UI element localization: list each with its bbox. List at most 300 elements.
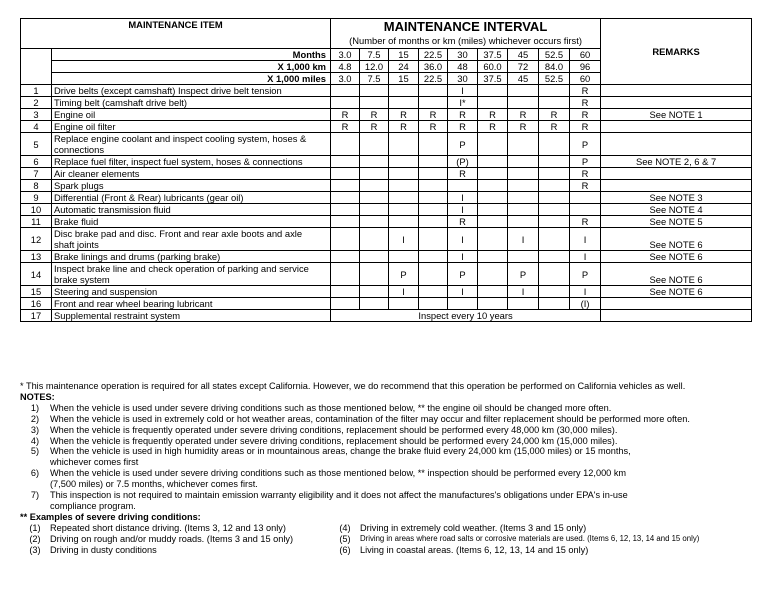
interval-mark: I (508, 286, 539, 298)
item-number: 11 (21, 216, 52, 228)
item-text: Replace engine coolant and inspect cooling system, hoses & (54, 133, 307, 144)
interval-mark (539, 216, 570, 228)
interval-mark (389, 180, 419, 192)
interval-mark: I (570, 286, 601, 298)
interval-mark (539, 286, 570, 298)
item-text: Air cleaner elements (54, 168, 140, 179)
note-text: When the vehicle is frequently operated under severe driving conditions, replacement should be performed every 48,000 km (30,000 miles). (50, 424, 618, 435)
table-row (21, 180, 752, 192)
interval-mark: R (478, 121, 508, 133)
maintenance-schedule-table (20, 18, 752, 322)
interval-mark (539, 251, 570, 263)
interval-mark (360, 204, 389, 216)
interval-mark (389, 251, 419, 263)
item-description (52, 97, 331, 109)
months-label: Months (52, 49, 331, 61)
example-item (20, 534, 330, 545)
note-number: 4) (30, 435, 40, 446)
item-text: Brake fluid (54, 216, 99, 227)
item-description (52, 263, 331, 286)
example-text: Driving in dusty conditions (50, 544, 157, 555)
interval-mark (478, 97, 508, 109)
remark-cell: See NOTE 4 (601, 204, 752, 216)
months-interval-cell: 7.5 (360, 49, 389, 61)
item-description (52, 298, 331, 310)
interval-title: MAINTENANCE INTERVAL (383, 19, 548, 34)
item-description (52, 168, 331, 180)
interval-mark: R (448, 168, 478, 180)
interval-mark (419, 180, 448, 192)
note-item (20, 501, 760, 512)
interval-mark (389, 298, 419, 310)
item-number: 5 (21, 133, 52, 156)
interval-mark (508, 251, 539, 263)
remark-cell (601, 121, 752, 133)
item-text-line2: connections (54, 144, 105, 155)
interval-mark (508, 216, 539, 228)
interval-mark: I (448, 286, 478, 298)
example-item (20, 545, 330, 556)
miles-interval-cell: 30 (448, 73, 478, 85)
km-interval-cell: 4.8 (331, 61, 360, 73)
interval-mark: P (389, 263, 419, 286)
example-item (330, 523, 760, 534)
interval-mark (419, 168, 448, 180)
miles-interval-cell: 22.5 (419, 73, 448, 85)
interval-mark (331, 263, 360, 286)
note-number: 2) (30, 413, 40, 424)
interval-mark (539, 228, 570, 251)
examples-title: ** Examples of severe driving conditions: (20, 511, 201, 522)
examples (20, 523, 760, 556)
interval-mark (539, 156, 570, 168)
example-text: Living in coastal areas. (Items 6, 12, 13, 14 and 15 only) (360, 544, 589, 555)
note-number (20, 479, 50, 490)
interval-mark (331, 286, 360, 298)
interval-mark (389, 204, 419, 216)
example-text: Driving on rough and/or muddy roads. (Items 3 and 15 only) (50, 533, 294, 544)
interval-mark (448, 180, 478, 192)
interval-mark (570, 204, 601, 216)
interval-mark (331, 85, 360, 97)
interval-mark (360, 168, 389, 180)
note-text: When the vehicle is used in high humidity areas or in mountainous areas, change the brake fluid every 24,000 km (15,000 miles) or 15 months, (50, 446, 631, 457)
interval-mark (508, 156, 539, 168)
item-text: Steering and suspension (54, 286, 158, 297)
note-text: (7,500 miles) or 7.5 months, whichever comes first. (50, 479, 258, 490)
miles-interval-cell: 60 (570, 73, 601, 85)
footnote: * This maintenance operation is required for all states except California. However, we do recommend that this operation be performed on California vehicles as well. (20, 381, 686, 391)
interval-mark (478, 298, 508, 310)
example-number: (4) (339, 522, 351, 533)
interval-span-text: Inspect every 10 years (331, 310, 601, 322)
note-text: When the vehicle is used in extremely cold or hot weather areas, contamination of the filter may occur and filter replacement should be performed more often. (50, 413, 690, 424)
table-row (21, 133, 752, 156)
item-number: 6 (21, 156, 52, 168)
miles-interval-cell: 3.0 (331, 73, 360, 85)
interval-mark: I (508, 228, 539, 251)
item-description (52, 85, 331, 97)
interval-mark (331, 180, 360, 192)
interval-mark (389, 133, 419, 156)
months-interval-cell: 45 (508, 49, 539, 61)
miles-interval-cell: 37.5 (478, 73, 508, 85)
note-item (20, 403, 760, 414)
item-text: Differential (Front & Rear) lubricants (gear oil) (54, 192, 244, 203)
remark-cell: See NOTE 1 (601, 109, 752, 121)
interval-mark (331, 192, 360, 204)
item-description (52, 228, 331, 251)
table-row (21, 251, 752, 263)
notes-title: NOTES: (20, 391, 55, 402)
table-row (21, 109, 752, 121)
item-description (52, 192, 331, 204)
interval-mark (419, 228, 448, 251)
interval-mark (389, 85, 419, 97)
interval-mark: I (448, 204, 478, 216)
interval-mark: R (448, 216, 478, 228)
remark-cell (601, 97, 752, 109)
interval-mark: R (331, 121, 360, 133)
interval-mark: R (539, 121, 570, 133)
interval-mark (448, 298, 478, 310)
interval-mark: I (389, 286, 419, 298)
remark-cell: See NOTE 6 (601, 251, 752, 263)
item-description (52, 109, 331, 121)
interval-mark (478, 263, 508, 286)
item-description (52, 156, 331, 168)
remark-cell: See NOTE 6 (601, 228, 752, 251)
table-row (21, 121, 752, 133)
table-row (21, 310, 752, 322)
item-text: Timing belt (camshaft drive belt) (54, 97, 188, 108)
table-row (21, 168, 752, 180)
item-text: Automatic transmission fluid (54, 204, 171, 215)
item-text: Spark plugs (54, 180, 104, 191)
item-number: 1 (21, 85, 52, 97)
remark-cell (601, 298, 752, 310)
interval-mark (360, 180, 389, 192)
item-text: Disc brake pad and disc. Front and rear axle boots and axle (54, 228, 303, 239)
interval-mark (389, 168, 419, 180)
interval-mark (478, 251, 508, 263)
interval-mark (539, 168, 570, 180)
months-interval-cell: 15 (389, 49, 419, 61)
interval-mark (360, 133, 389, 156)
interval-mark (360, 85, 389, 97)
interval-mark (360, 228, 389, 251)
note-number (20, 457, 50, 468)
interval-mark: I (389, 228, 419, 251)
interval-mark: P (448, 133, 478, 156)
interval-mark: I (448, 85, 478, 97)
interval-mark: R (389, 109, 419, 121)
item-text: Engine oil filter (54, 121, 116, 132)
km-interval-cell: 48 (448, 61, 478, 73)
item-text: Supplemental restraint system (54, 310, 181, 321)
interval-mark: R (539, 109, 570, 121)
table-row (21, 85, 752, 97)
item-text: Brake linings and drums (parking brake) (54, 251, 221, 262)
months-interval-cell: 37.5 (478, 49, 508, 61)
miles-interval-cell: 52.5 (539, 73, 570, 85)
interval-mark: R (360, 121, 389, 133)
interval-mark (331, 228, 360, 251)
km-label: X 1,000 km (52, 61, 331, 73)
km-interval-cell: 84.0 (539, 61, 570, 73)
example-item (330, 534, 760, 545)
notes-section (20, 381, 760, 556)
interval-mark: R (570, 121, 601, 133)
miles-label: X 1,000 miles (52, 73, 331, 85)
table-row (21, 286, 752, 298)
remark-cell: See NOTE 6 (601, 263, 752, 286)
miles-interval-cell: 7.5 (360, 73, 389, 85)
table-row (21, 192, 752, 204)
item-description (52, 251, 331, 263)
interval-mark (331, 216, 360, 228)
item-description (52, 121, 331, 133)
months-interval-cell: 30 (448, 49, 478, 61)
item-number: 12 (21, 228, 52, 251)
item-number: 16 (21, 298, 52, 310)
interval-mark: R (419, 109, 448, 121)
interval-mark (539, 204, 570, 216)
km-interval-cell: 12.0 (360, 61, 389, 73)
note-number (20, 501, 50, 512)
remark-cell: See NOTE 2, 6 & 7 (601, 156, 752, 168)
km-interval-cell: 96 (570, 61, 601, 73)
example-text: Driving in extremely cold weather. (Items 3 and 15 only) (360, 522, 587, 533)
interval-mark (419, 204, 448, 216)
interval-mark (478, 133, 508, 156)
interval-mark (539, 298, 570, 310)
miles-interval-cell: 15 (389, 73, 419, 85)
interval-mark: R (419, 121, 448, 133)
remark-cell (601, 180, 752, 192)
item-description (52, 133, 331, 156)
interval-mark (419, 286, 448, 298)
maintenance-item-header: MAINTENANCE ITEM (21, 19, 331, 49)
interval-mark (508, 204, 539, 216)
remark-cell (601, 310, 752, 322)
item-text: Replace fuel filter, inspect fuel system, hoses & connections (54, 156, 303, 167)
item-number: 17 (21, 310, 52, 322)
interval-mark (360, 286, 389, 298)
item-description (52, 286, 331, 298)
interval-mark (360, 156, 389, 168)
note-text: This inspection is not required to maintain emission warranty eligibility and it does not affect the manufactures's obligations under EPA's in-use (50, 490, 628, 501)
note-number: 1) (30, 402, 40, 413)
interval-mark (478, 156, 508, 168)
km-interval-cell: 72 (508, 61, 539, 73)
interval-mark: R (570, 85, 601, 97)
example-number: (6) (339, 544, 351, 555)
interval-mark (539, 263, 570, 286)
table-row (21, 156, 752, 168)
interval-mark (508, 180, 539, 192)
interval-mark (539, 85, 570, 97)
interval-mark: R (570, 168, 601, 180)
months-interval-cell: 60 (570, 49, 601, 61)
remark-cell (601, 168, 752, 180)
item-description (52, 216, 331, 228)
interval-mark: P (508, 263, 539, 286)
km-interval-cell: 36.0 (419, 61, 448, 73)
item-text: Engine oil (54, 109, 96, 120)
interval-mark: R (508, 121, 539, 133)
interval-mark (331, 97, 360, 109)
interval-mark (331, 251, 360, 263)
interval-mark (360, 263, 389, 286)
interval-mark (508, 85, 539, 97)
note-item (20, 414, 760, 425)
interval-mark (478, 204, 508, 216)
interval-mark (508, 168, 539, 180)
note-text: compliance program. (50, 500, 136, 511)
maintenance-interval-header (331, 19, 601, 49)
interval-mark (331, 168, 360, 180)
note-text: whichever comes first (50, 457, 139, 468)
notes-list (20, 403, 760, 512)
km-interval-cell: 24 (389, 61, 419, 73)
km-interval-cell: 60.0 (478, 61, 508, 73)
interval-mark (360, 216, 389, 228)
note-item (20, 468, 760, 479)
interval-mark (360, 97, 389, 109)
note-number: 5) (30, 446, 40, 457)
interval-mark: P (570, 156, 601, 168)
interval-mark (389, 97, 419, 109)
item-number: 15 (21, 286, 52, 298)
interval-mark: I (570, 228, 601, 251)
example-number: (1) (29, 522, 41, 533)
months-interval-cell: 52.5 (539, 49, 570, 61)
interval-mark (508, 192, 539, 204)
interval-mark (389, 192, 419, 204)
interval-mark (539, 192, 570, 204)
item-text-line2: brake system (54, 274, 110, 285)
note-number: 6) (30, 468, 40, 479)
interval-mark: P (448, 263, 478, 286)
interval-mark (478, 85, 508, 97)
interval-mark: R (448, 109, 478, 121)
interval-mark: I* (448, 97, 478, 109)
interval-mark (539, 133, 570, 156)
table-row (21, 97, 752, 109)
interval-mark: R (360, 109, 389, 121)
interval-mark: P (570, 133, 601, 156)
item-text-line2: shaft joints (54, 239, 99, 250)
remark-cell: See NOTE 6 (601, 286, 752, 298)
interval-mark: (P) (448, 156, 478, 168)
interval-mark (360, 298, 389, 310)
interval-mark: R (570, 216, 601, 228)
interval-mark (478, 216, 508, 228)
note-text: When the vehicle is frequently operated under severe driving conditions, replacement should be performed every 24,000 km (15,000 miles). (50, 435, 618, 446)
item-number: 9 (21, 192, 52, 204)
item-number: 3 (21, 109, 52, 121)
example-text: Driving in areas where road salts or corrosive materials are used. (Items 6, 12, 13, 14 and 15 only) (360, 533, 700, 543)
interval-mark: R (508, 109, 539, 121)
item-description (52, 180, 331, 192)
interval-mark (478, 180, 508, 192)
interval-mark: R (570, 109, 601, 121)
interval-mark (478, 192, 508, 204)
example-number: (2) (29, 533, 41, 544)
remark-cell: See NOTE 3 (601, 192, 752, 204)
note-item (20, 490, 760, 501)
note-item (20, 479, 760, 490)
miles-interval-cell: 45 (508, 73, 539, 85)
interval-mark: (I) (570, 298, 601, 310)
interval-mark (419, 97, 448, 109)
item-description (52, 310, 331, 322)
item-text: Inspect brake line and check operation of parking and service (54, 263, 309, 274)
interval-mark (570, 192, 601, 204)
item-description (52, 204, 331, 216)
interval-mark: R (570, 97, 601, 109)
note-text: When the vehicle is used under severe driving conditions such as those mentioned below, ** inspection should be performed every 12,000 km (50, 468, 627, 479)
remark-cell: See NOTE 5 (601, 216, 752, 228)
interval-mark (508, 298, 539, 310)
interval-mark: I (448, 192, 478, 204)
months-interval-cell: 22.5 (419, 49, 448, 61)
interval-mark (508, 97, 539, 109)
table-row (21, 298, 752, 310)
interval-mark: R (448, 121, 478, 133)
interval-mark: I (448, 251, 478, 263)
example-number: (3) (29, 544, 41, 555)
item-number: 8 (21, 180, 52, 192)
interval-mark (331, 156, 360, 168)
interval-mark (331, 204, 360, 216)
note-item (20, 425, 760, 436)
remark-cell (601, 85, 752, 97)
interval-mark: R (389, 121, 419, 133)
item-number: 2 (21, 97, 52, 109)
note-text: When the vehicle is used under severe driving conditions such as those mentioned below, ** the engine oil should be changed more often. (50, 402, 612, 413)
item-number: 13 (21, 251, 52, 263)
remark-cell (601, 133, 752, 156)
interval-mark (331, 298, 360, 310)
interval-mark (539, 97, 570, 109)
interval-mark (419, 263, 448, 286)
interval-mark (419, 156, 448, 168)
months-interval-cell: 3.0 (331, 49, 360, 61)
item-number: 7 (21, 168, 52, 180)
interval-subtitle: (Number of months or km (miles) whichever occurs first) (349, 35, 582, 46)
example-text: Repeated short distance driving. (Items 3, 12 and 13 only) (50, 522, 286, 533)
item-number: 14 (21, 263, 52, 286)
interval-mark (360, 251, 389, 263)
interval-mark (389, 156, 419, 168)
remarks-header: REMARKS (601, 19, 752, 85)
item-number: 10 (21, 204, 52, 216)
interval-mark: P (570, 263, 601, 286)
interval-mark (419, 298, 448, 310)
interval-mark: I (570, 251, 601, 263)
interval-mark (331, 133, 360, 156)
interval-mark (389, 216, 419, 228)
note-item (20, 446, 760, 457)
item-number: 4 (21, 121, 52, 133)
interval-mark: R (570, 180, 601, 192)
example-item (330, 545, 760, 556)
interval-mark: R (478, 109, 508, 121)
interval-mark (539, 180, 570, 192)
table-row (21, 204, 752, 216)
